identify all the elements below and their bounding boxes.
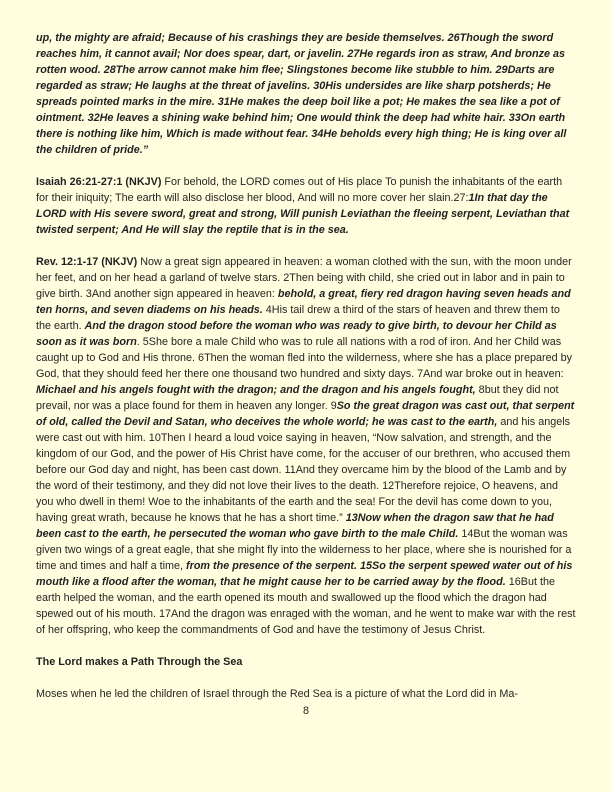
revelation-text: . 5She bore a male Child who was to rule all nations with a rod of iron. And her Child was caught up to God and His throne. 6Then the woman fled into the wilderness, where she has a place prepared by God, that they should feed her there one thousand two hundred and sixty days. 7And war broke out in heaven:	[36, 336, 572, 380]
isaiah-emphasis: 1In that day the LORD with His severe sword, great and strong, Will punish Leviathan the fleeing serpent, Leviathan that twisted serpent; And He will slay the reptile that is in the sea.	[36, 192, 570, 236]
revelation-text: 14But the woman was given two wings of a great eagle, that she might fly into the wilderness to her place, where she is nourished for a time and times and half a time,	[36, 528, 572, 572]
section-heading: The Lord makes a Path Through the Sea	[36, 656, 243, 668]
job-passage-paragraph	[36, 30, 576, 158]
revelation-text: Now a great sign appeared in heaven: a woman clothed with the sun, with the moon under her feet, and on her head a garland of twelve stars. 2Then being with child, she cried out in labor and in pain to give birth. 3And another sign appeared in heaven:	[36, 256, 572, 300]
revelation-emphasis: behold, a great, fiery red dragon having seven heads and ten horns, and seven diadems on his heads.	[36, 288, 571, 316]
revelation-reference: Rev. 12:1-17 (NKJV)	[36, 256, 138, 268]
moses-paragraph: Moses when he led the children of Israel through the Red Sea is a picture of what the Lord did in Ma-	[36, 688, 518, 700]
revelation-emphasis: 13Now when the dragon saw that he had been cast to the earth, he persecuted the woman who gave birth to the male Child.	[36, 512, 554, 540]
job-passage-text: up, the mighty are afraid; Because of his crashings they are beside themselves. 26Though the sword reaches him, it cannot avail; Nor does spear, dart, or javelin. 27He regards iron as straw, And bronze as rotten wood. 28The arrow cannot make him flee; Slingstones become like stubble to him. 29Darts are regarded as straw; He laughs at the threat of javelins. 30His undersides are like sharp potsherds; He spreads pointed marks in the mire. 31He makes the deep boil like a pot; He makes the sea like a pot of ointment. 32He leaves a shining wake behind him; One would think the deep had white hair. 33On earth there is nothing like him, Which is made without fear. 34He beholds every high thing; He is king over all the children of pride.”	[36, 32, 567, 156]
revelation-text: and his angels were cast out with him. 10Then I heard a loud voice saying in heaven, “Now salvation, and strength, and the kingdom of our God, and the power of His Christ have come, for the accuser of our brethren, who accused them before our God day and night, has been cast down. 11And they overcame him by the blood of the Lamb and by the word of their testimony, and they did not love their lives to the death. 12Therefore rejoice, O heavens, and you who dwell in them! Woe to the inhabitants of the earth and the sea! For the devil has come down to you, having great wrath, because he knows that he has a short time.”	[36, 416, 571, 524]
isaiah-text: For behold, the LORD comes out of His place To punish the inhabitants of the earth for their iniquity; The earth will also disclose her blood, And will no more cover her slain.27:	[36, 176, 563, 204]
revelation-emphasis: And the dragon stood before the woman who was ready to give birth, to devour her Child as soon as it was born	[36, 320, 557, 348]
revelation-text: 16But the earth helped the woman, and the earth opened its mouth and swallowed up the flood which the dragon had spewed out of his mouth. 17And the dragon was enraged with the woman, and he went to make war with the rest of her offspring, who keep the commandments of God and have the testimony of Jesus Christ.	[36, 576, 576, 636]
isaiah-reference: Isaiah 26:21-27:1 (NKJV)	[36, 176, 162, 188]
revelation-text: 4His tail drew a third of the stars of heaven and threw them to the earth.	[36, 304, 560, 332]
page-number: 8	[302, 705, 309, 717]
revelation-emphasis: So the great dragon was cast out, that serpent of old, called the Devil and Satan, who deceives the whole world; he was cast to the earth,	[36, 400, 575, 428]
isaiah-paragraph	[36, 174, 576, 238]
revelation-emphasis: from the presence of the serpent. 15So the serpent spewed water out of his mouth like a flood after the woman, that he might cause her to be carried away by the flood.	[36, 560, 573, 588]
revelation-paragraph	[36, 254, 576, 638]
revelation-emphasis: Michael and his angels fought with the dragon; and the dragon and his angels fought,	[36, 384, 476, 396]
page-content	[36, 30, 576, 718]
revelation-text: 8but they did not prevail, nor was a place found for them in heaven any longer. 9	[36, 384, 559, 412]
